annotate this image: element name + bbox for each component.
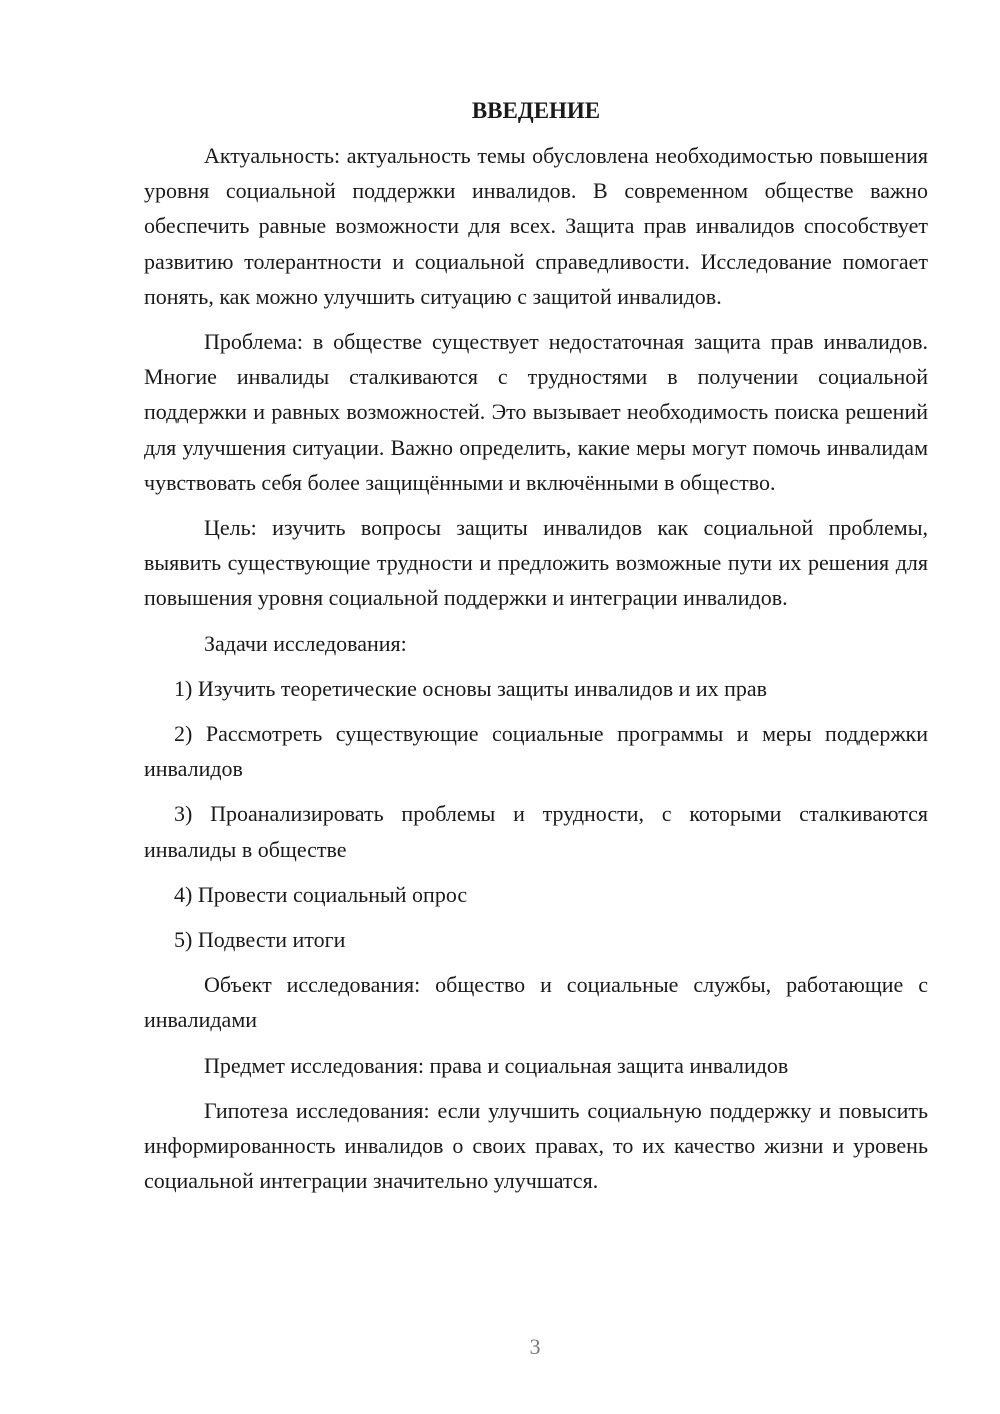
tasks-heading: Задачи исследования:	[204, 630, 407, 656]
page-body	[144, 96, 928, 1208]
task-item: 1) Изучить теоретические основы защиты инвалидов и их прав	[174, 675, 768, 701]
problem-paragraph: Проблема: в обществе существует недостаточная защита прав инвалидов. Многие инвалиды сталкиваются с трудностями в получении социальной поддержки и равных возможностей. Это вызывает необходимость поиска решений для улучшения ситуации. Важно определить, какие меры могут помочь инвалидам чувствовать себя более защищёнными и включёнными в общество.	[144, 329, 928, 495]
subject-paragraph: Предмет исследования: права и социальная защита инвалидов	[204, 1052, 789, 1078]
task-item: 2) Рассмотреть существующие социальные программы и меры поддержки инвалидов	[144, 721, 928, 782]
page-number: 3	[529, 1334, 541, 1359]
goal-paragraph: Цель: изучить вопросы защиты инвалидов как социальной проблемы, выявить существующие трудности и предложить возможные пути их решения для повышения уровня социальной поддержки и интеграции инвалидов.	[144, 515, 928, 611]
document-title: ВВЕДЕНИЕ	[471, 98, 601, 123]
task-item: 4) Провести социальный опрос	[174, 881, 468, 907]
object-paragraph: Объект исследования: общество и социальные службы, работающие с инвалидами	[144, 972, 928, 1033]
task-item: 5) Подвести итоги	[174, 927, 346, 953]
hypothesis-paragraph: Гипотеза исследования: если улучшить социальную поддержку и повысить информированность инвалидов о своих правах, то их качество жизни и уровень социальной интеграции значительно улучшатся.	[144, 1097, 928, 1194]
relevance-paragraph: Актуальность: актуальность темы обусловлена необходимостью повышения уровня социальной поддержки инвалидов. В современном обществе важно обеспечить равные возможности для всех. Защита прав инвалидов способствует развитию толерантности и социальной справедливости. Исследование помогает понять, как можно улучшить ситуацию с защитой инвалидов.	[144, 143, 928, 309]
task-item: 3) Проанализировать проблемы и трудности, с которыми сталкиваются инвалиды в обществе	[144, 801, 928, 862]
